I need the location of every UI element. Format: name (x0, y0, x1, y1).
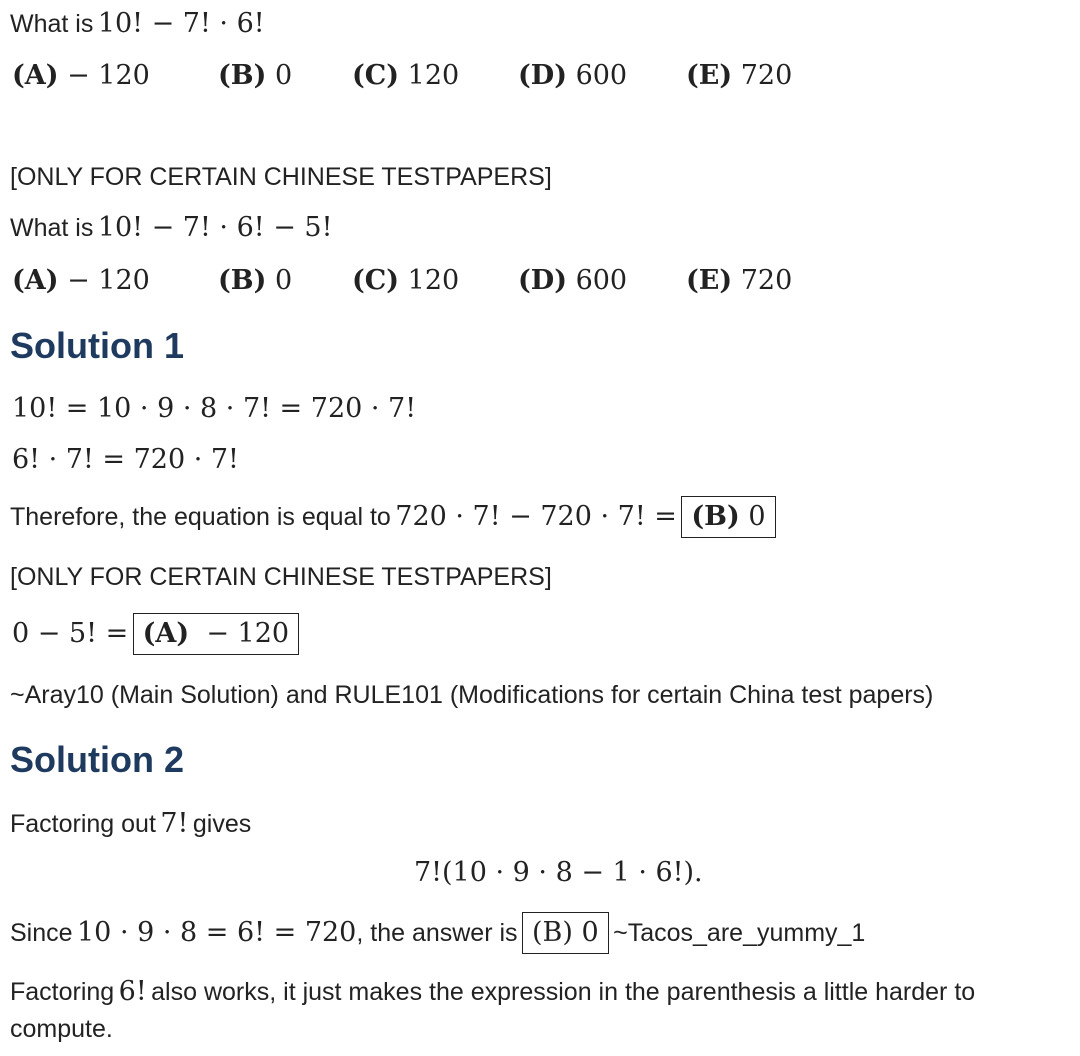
factor-math: 7! (160, 808, 189, 839)
solution-1-variant (12, 613, 299, 655)
problem-expression: 10! − 7! · 6! (97, 8, 265, 39)
solution-2-footer-line2: compute. (10, 1015, 113, 1043)
choice-a: (A) − 120 (12, 265, 150, 296)
solution-2-heading: Solution 2 (10, 739, 184, 780)
boxed-answer-2: (B) 0 (522, 912, 609, 954)
since-math: 10 · 9 · 8 = 6! = 720 (77, 917, 357, 948)
variant-prefix: What is (10, 214, 94, 242)
problem-prefix: What is (10, 10, 94, 38)
solution-1-eq2: 6! · 7! = 720 · 7! (12, 444, 239, 475)
solution-1-heading: Solution 1 (10, 325, 184, 366)
solution-2-display-equation: 7!(10 · 9 · 8 − 1 · 6!). (414, 857, 703, 888)
footer-math: 6! (118, 976, 147, 1007)
variant-expression: 0 − 5! = (12, 618, 129, 649)
choice-e: (E) 720 (686, 265, 793, 296)
choice-b: (B) 0 (218, 265, 293, 296)
solution-2-intro: Factoring out 7! gives (10, 808, 252, 839)
boxed-answer: (B) 0 (681, 496, 775, 538)
problem-variant (10, 212, 332, 243)
boxed-variant-answer: (A) − 120 (133, 613, 299, 655)
choice-b: (B) 0 (218, 60, 293, 91)
solution-1-eq1: 10! = 10 · 9 · 8 · 7! = 720 · 7! (12, 393, 417, 424)
therefore-text: Therefore, the equation is equal to (10, 503, 391, 531)
choice-c: (C) 120 (352, 60, 460, 91)
choice-e: (E) 720 (686, 60, 793, 91)
solution-2-since: Since 10 · 9 · 8 = 6! = 720, the answer is (B) 0 ~Tacos_are_yummy_1 (10, 912, 865, 954)
variant-expression: 10! − 7! · 6! − 5! (97, 212, 333, 243)
choice-a: (A) − 120 (12, 60, 150, 91)
solution-1-therefore (10, 496, 776, 538)
choice-d: (D) 600 (518, 60, 628, 91)
solution-2-footer: Factoring 6! also works, it just makes the expression in the parenthesis a little harder to (10, 976, 976, 1007)
choice-c: (C) 120 (352, 265, 460, 296)
therefore-expression: 720 · 7! − 720 · 7! = (395, 501, 677, 532)
solution-2-credit: ~Tacos_are_yummy_1 (613, 919, 866, 947)
chinese-note: [ONLY FOR CERTAIN CHINESE TESTPAPERS] (10, 163, 552, 191)
problem-statement (10, 8, 265, 39)
solution-1-credit: ~Aray10 (Main Solution) and RULE101 (Modifications for certain China test papers) (10, 681, 934, 709)
solution-1-chinese-note: [ONLY FOR CERTAIN CHINESE TESTPAPERS] (10, 563, 552, 591)
choice-d: (D) 600 (518, 265, 628, 296)
